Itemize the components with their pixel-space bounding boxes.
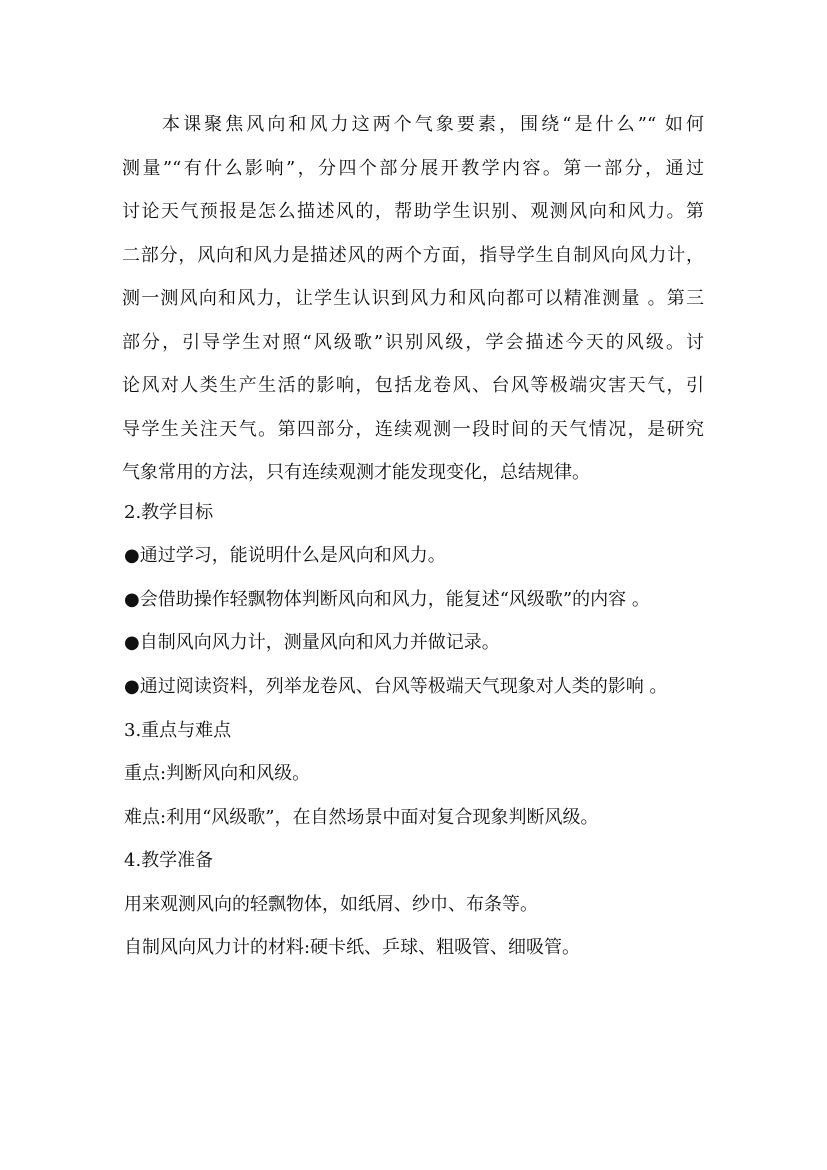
intro-line: 导学生关注天气。第四部分，连续观测一段时间的天气情况，是研究 <box>122 418 704 440</box>
intro-paragraph <box>122 103 704 495</box>
goal-item: ●自制风向风力计，测量风向和风力并做记录。 <box>124 632 500 653</box>
key-point-text: 重点:判断风向和风级。 <box>124 763 311 784</box>
goal-item: ●会借助操作轻飘物体判断风向和风力，能复述“风级歌”的内容 。 <box>124 589 650 610</box>
preparation-item: 用来观测风向的轻飘物体，如纸屑、纱巾、布条等。 <box>124 894 538 915</box>
intro-line: 气象常用的方法，只有连续观测才能发现变化，总结规律。 <box>122 462 590 483</box>
intro-line: 测量”“有什么影响”，分四个部分展开教学内容。第一部分，通过 <box>122 157 704 179</box>
intro-line: 部分，引导学生对照“风级歌”识别风级，学会描述今天的风级。讨 <box>122 331 704 353</box>
section-heading-teaching-goals: 2.教学目标 <box>124 502 214 523</box>
intro-line: 论风对人类生产生活的影响，包括龙卷风、台风等极端灾害天气，引 <box>122 375 704 396</box>
goal-item: ●通过学习，能说明什么是风向和风力。 <box>124 545 446 566</box>
preparation-item: 自制风向风力计的材料:硬卡纸、乒球、粗吸管、细吸管。 <box>124 937 581 958</box>
intro-line: 二部分，风向和风力是描述风的两个方面，指导学生自制风向风力计， <box>122 244 704 266</box>
goal-item: ●通过阅读资料，列举龙卷风、台风等极端天气现象对人类的影响 。 <box>124 676 668 697</box>
section-heading-key-points: 3.重点与难点 <box>124 720 232 741</box>
intro-line: 讨论天气预报是怎么描述风的，帮助学生识别、观测风向和风力。第 <box>122 201 704 222</box>
intro-line: 测一测风向和风力，让学生认识到风力和风向都可以精准测量 。第三 <box>122 288 704 309</box>
intro-line: 本课聚焦风向和风力这两个气象要素，围绕“是什么”“ 如何 <box>162 114 704 135</box>
difficulty-text: 难点:利用“风级歌”，在自然场景中面对复合现象判断风级。 <box>124 807 599 828</box>
section-heading-preparation: 4.教学准备 <box>124 850 214 871</box>
